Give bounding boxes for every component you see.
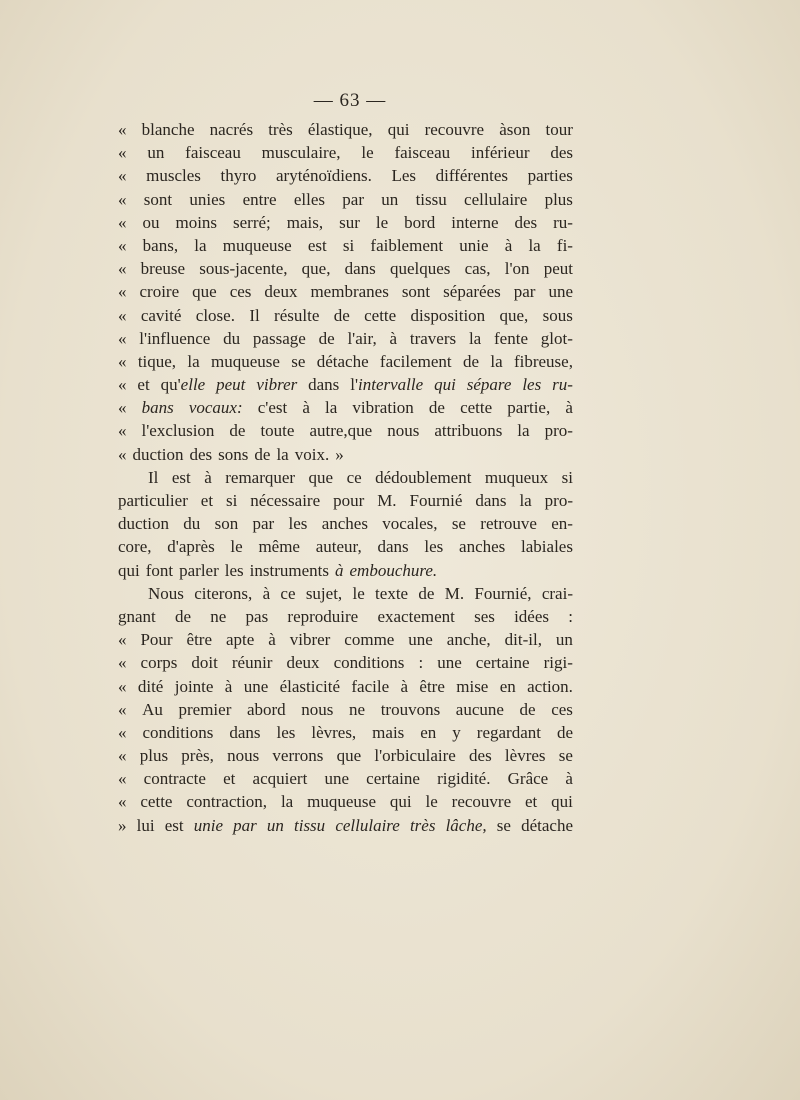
- text-line: « tique, la muqueuse se détache facilement de la fibreuse,: [118, 351, 573, 371]
- text-line: « l'influence du passage de l'air, à travers la fente glot-: [118, 328, 573, 348]
- text-line: « cette contraction, la muqueuse qui le recouvre et qui: [118, 792, 573, 812]
- text-line: gnant de ne pas reproduire exactement ses idées :: [118, 606, 573, 626]
- text-line: « sont unies entre elles par un tissu cellulaire plus: [118, 189, 573, 209]
- page-number: — 63 —: [313, 90, 387, 111]
- text-line: « un faisceau musculaire, le faisceau inférieur des: [118, 143, 573, 163]
- text-line: « ou moins serré; mais, sur le bord interne des ru-: [118, 212, 573, 232]
- text-line: « conditions dans les lèvres, mais en y regardant de: [118, 722, 573, 742]
- text-line: core, d'après le même auteur, dans les anches labiales: [118, 537, 573, 557]
- text-line: particulier et si nécessaire pour M. Fournié dans la pro-: [118, 491, 573, 510]
- text-line: « et qu'elle peut vibrer dans l'intervalle qui sépare les ru-: [118, 375, 573, 395]
- text-line: « Pour être apte à vibrer comme une anche, dit-il, un: [118, 630, 573, 650]
- text-line: « l'exclusion de toute autre,que nous attribuons la pro-: [118, 421, 573, 441]
- text-line: » lui est unie par un tissu cellulaire très lâche, se détache: [118, 815, 573, 835]
- text-line: « Au premier abord nous ne trouvons aucune de ces: [118, 699, 573, 719]
- text-line: « blanche nacrés très élastique, qui recouvre àson tour: [118, 120, 573, 139]
- text-line: « duction des sons de la voix. »: [118, 444, 344, 464]
- text-line: Nous citerons, à ce sujet, le texte de M. Fournié, crai-: [148, 583, 573, 603]
- text-line: duction du son par les anches vocales, se retrouve en-: [118, 514, 573, 534]
- text-line: « muscles thyro aryténoïdiens. Les différentes parties: [118, 166, 573, 186]
- body-text: [118, 118, 573, 837]
- text-line: Il est à remarquer que ce dédoublement muqueux si: [148, 467, 573, 487]
- text-line: « bans, la muqueuse est si faiblement unie à la fi-: [118, 235, 573, 255]
- text-line: « corps doit réunir deux conditions : une certaine rigi-: [118, 653, 573, 673]
- text-line: « cavité close. Il résulte de cette disposition que, sous: [118, 305, 573, 325]
- text-line: « plus près, nous verrons que l'orbiculaire des lèvres se: [118, 746, 573, 766]
- text-line: « croire que ces deux membranes sont séparées par une: [118, 282, 573, 302]
- text-line: « breuse sous-jacente, que, dans quelques cas, l'on peut: [118, 259, 573, 279]
- text-line: « dité jointe à une élasticité facile à être mise en action.: [118, 676, 573, 696]
- text-line: qui font parler les instruments à embouchure.: [118, 560, 438, 580]
- text-line: « bans vocaux: c'est à la vibration de cette partie, à: [118, 398, 573, 418]
- text-line: « contracte et acquiert une certaine rigidité. Grâce à: [118, 769, 573, 789]
